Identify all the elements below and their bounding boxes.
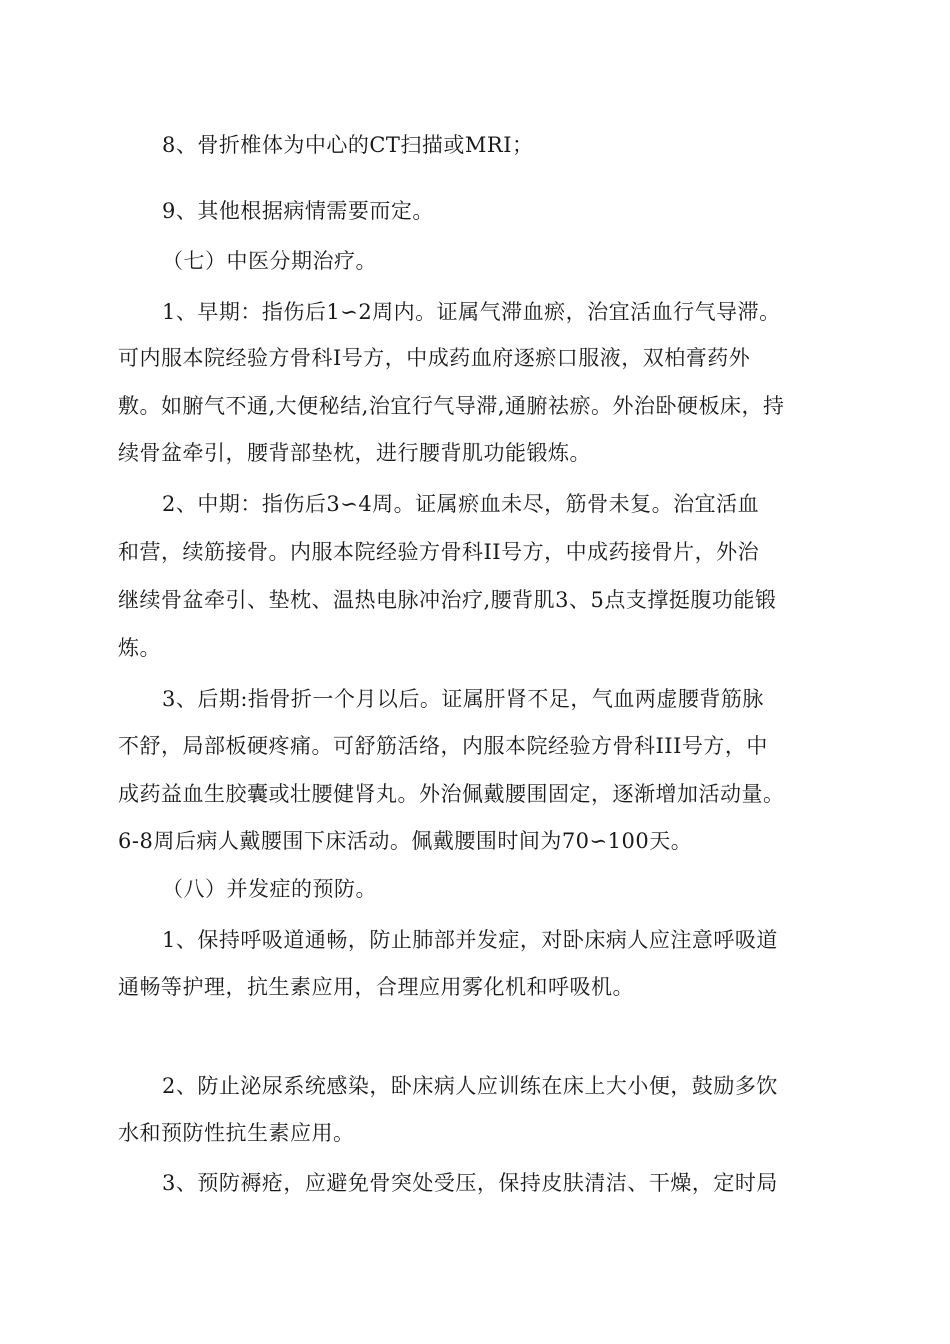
section-heading: （八）并发症的预防。: [162, 877, 377, 901]
text-line: 续骨盆牵引，腰背部垫枕，进行腰背肌功能锻炼。: [118, 441, 591, 465]
text-line: 和营，续筋接骨。内服本院经验方骨科II号方，中成药接骨片，外治: [118, 540, 760, 564]
text-line: 继续骨盆牵引、垫枕、温热电脉冲治疗,腰背肌3、5点支撑挺腹功能锻: [118, 588, 777, 612]
text-line: 水和预防性抗生素应用。: [118, 1121, 355, 1145]
text-line: 2、中期：指伤后3∽4周。证属瘀血未尽，筋骨未复。治宜活血: [162, 492, 760, 516]
text-line: 8、骨折椎体为中心的CT扫描或MRI；: [162, 133, 534, 157]
text-line: 2、防止泌尿系统感染，卧床病人应训练在床上大小便，鼓励多饮: [162, 1074, 778, 1098]
text-line: 3、后期:指骨折一个月以后。证属肝肾不足，气血两虚腰背筋脉: [162, 687, 764, 711]
text-line: 通畅等护理，抗生素应用，合理应用雾化机和呼吸机。: [118, 975, 634, 999]
text-line: 炼。: [118, 636, 161, 660]
text-line: 不舒，局部板硬疼痛。可舒筋活络，内服本院经验方骨科III号方，中: [118, 734, 768, 758]
text-line: 3、预防褥疮，应避免骨突处受压，保持皮肤清洁、干燥，定时局: [162, 1171, 778, 1195]
section-heading: （七）中医分期治疗。: [162, 249, 377, 273]
text-line: 成药益血生胶囊或壮腰健肾丸。外治佩戴腰围固定，逐渐增加活动量。: [118, 782, 785, 806]
text-line: 敷。如腑气不通,大便秘结,治宜行气导滞,通腑祛瘀。外治卧硬板床，持: [118, 394, 785, 418]
text-line: 9、其他根据病情需要而定。: [162, 199, 434, 223]
text-line: 1、早期：指伤后1∽2周内。证属气滞血瘀，治宜活血行气导滞。: [162, 300, 781, 324]
text-line: 6-8周后病人戴腰围下床活动。佩戴腰围时间为70∽100天。: [118, 829, 693, 853]
text-line: 1、保持呼吸道通畅，防止肺部并发症，对卧床病人应注意呼吸道: [162, 928, 778, 952]
text-line: 可内服本院经验方骨科Ⅰ号方，中成药血府逐瘀口服液，双柏膏药外: [118, 346, 751, 370]
